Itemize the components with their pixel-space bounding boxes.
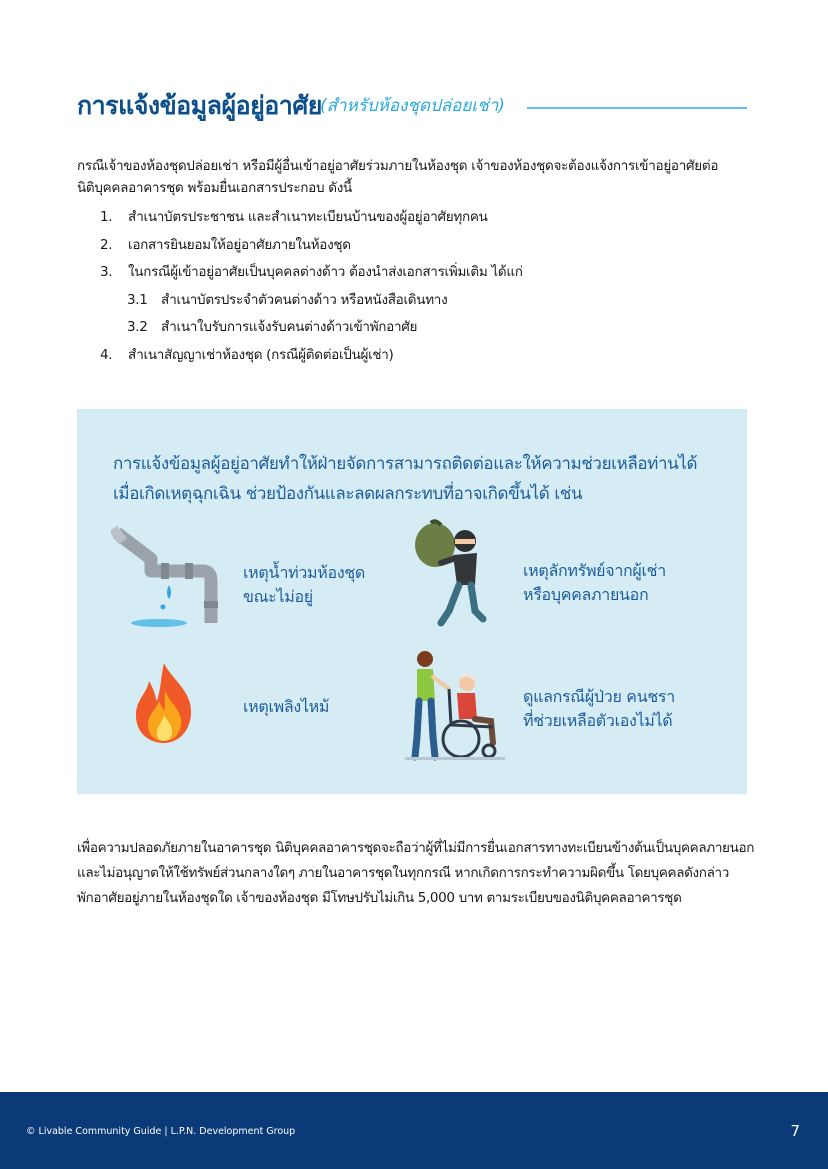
title-divider: [527, 107, 747, 109]
closing-line: และไม่อนุญาตให้ใช้ทรัพย์ส่วนกลางใดๆ ภายในอาคารชุดในทุกกรณี หากเกิดการกระทำความผิดขึ้น โดยบุคคลดังกล่าว: [77, 865, 729, 881]
closing-line: พักอาศัยอยู่ภายในห้องชุดใด เจ้าของห้องชุด มีโทษปรับไม่เกิน 5,000 บาท ตามระเบียบของนิติบุคคลอาคารชุด: [77, 890, 682, 906]
panel-lead-line: เมื่อเกิดเหตุฉุกเฉิน ช่วยป้องกันและลดผลกระทบที่อาจเกิดขึ้นได้ เช่น: [113, 484, 583, 504]
page-number: 7: [790, 1122, 800, 1140]
intro-line: นิติบุคคลอาคารชุด พร้อมยื่นเอกสารประกอบ ดังนี้: [77, 180, 352, 196]
panel-item-flood: [243, 561, 365, 609]
panel-item-fire: [243, 695, 329, 719]
list-item-number: 3.1: [127, 291, 148, 308]
list-item-number: 4.: [100, 346, 113, 363]
list-item-text: ในกรณีผู้เข้าอยู่อาศัยเป็นบุคคลต่างด้าว ต้องนำส่งเอกสารเพิ่มเติม ได้แก่: [128, 264, 523, 281]
sub-list-item: [100, 287, 750, 315]
panel-item-theft: [523, 559, 666, 607]
list-item-text: สำเนาบัตรประชาชน และสำเนาทะเบียนบ้านของผู้อยู่อาศัยทุกคน: [128, 209, 488, 225]
list-item-text: สำเนาสัญญาเช่าห้องชุด (กรณีผู้ติดต่อเป็นผู้เช่า): [128, 346, 394, 363]
panel-item-patient-care: [523, 685, 675, 733]
list-item: [100, 204, 750, 232]
list-item-number: 3.: [100, 264, 113, 281]
sub-list-item: [100, 314, 750, 342]
list-item: [100, 342, 750, 370]
list-item-number: 1.: [100, 209, 113, 225]
wheelchair-caregiver-icon: [405, 647, 505, 763]
panel-item-text: หรือบุคคลภายนอก: [523, 585, 649, 604]
list-item-text: เอกสารยินยอมให้อยู่อาศัยภายในห้องชุด: [128, 236, 351, 253]
page-title-row: [77, 86, 749, 126]
info-panel: [77, 409, 747, 794]
closing-paragraph: [77, 836, 767, 911]
closing-line: เพื่อความปลอดภัยภายในอาคารชุด นิติบุคคลอาคารชุดจะถือว่าผู้ที่ไม่มีการยื่นเอกสารทางทะเบียนข้างต้นเป็นบุคคลภายนอก: [77, 840, 755, 856]
intro-paragraph: [77, 155, 757, 199]
panel-lead-line: การแจ้งข้อมูลผู้อยู่อาศัยทำให้ฝ่ายจัดการสามารถติดต่อและให้ความช่วยเหลือท่านได้: [113, 454, 698, 474]
list-item-number: 2.: [100, 236, 113, 253]
panel-item-text: ที่ช่วยเหลือตัวเองไม่ได้: [523, 711, 673, 730]
panel-item-text: เหตุน้ำท่วมห้องชุด: [243, 563, 366, 582]
page-footer: [0, 1092, 828, 1169]
panel-item-text: เหตุเพลิงไหม้: [243, 697, 330, 716]
list-item-text: สำเนาบัตรประจำตัวคนต่างด้าว หรือหนังสือเดินทาง: [161, 291, 448, 308]
panel-item-text: ขณะไม่อยู่: [243, 587, 313, 606]
thief-icon: [413, 519, 493, 631]
panel-lead: [113, 449, 733, 509]
intro-line: กรณีเจ้าของห้องชุดปล่อยเช่า หรือมีผู้อื่นเข้าอยู่อาศัยร่วมภายในห้องชุด เจ้าของห้องชุดจะต้องแจ้งการเข้าอยู่อาศัยต่อ: [77, 158, 719, 174]
leaking-pipe-icon: [111, 523, 221, 631]
page-title: การแจ้งข้อมูลผู้อยู่อาศัย: [77, 91, 322, 120]
document-list: [100, 204, 750, 370]
list-item: [100, 259, 750, 287]
panel-item-text: เหตุลักทรัพย์จากผู้เช่า: [523, 561, 666, 580]
footer-credit: © Livable Community Guide | L.P.N. Development Group: [26, 1126, 296, 1137]
fire-icon: [131, 661, 197, 745]
list-item-number: 3.2: [127, 319, 148, 336]
panel-item-text: ดูแลกรณีผู้ป่วย คนชรา: [523, 687, 675, 706]
page-subtitle: (สำหรับห้องชุดปล่อยเช่า): [320, 96, 505, 116]
list-item: [100, 232, 750, 260]
list-item-text: สำเนาใบรับการแจ้งรับคนต่างด้าวเข้าพักอาศัย: [161, 319, 418, 336]
